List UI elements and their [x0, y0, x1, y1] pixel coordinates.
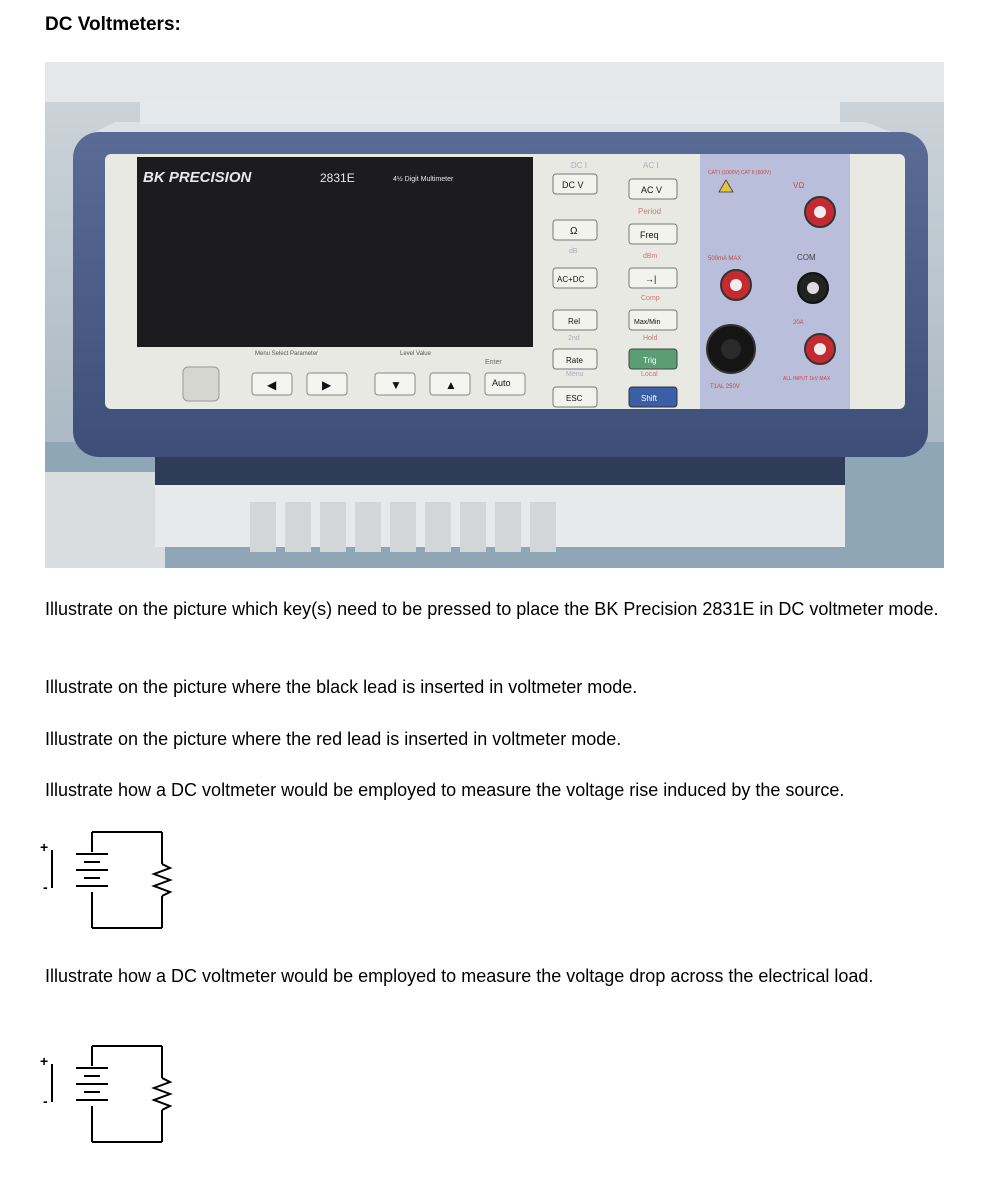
svg-text:DC V: DC V — [562, 180, 584, 190]
svg-text:▲: ▲ — [445, 378, 457, 392]
battery-minus-label: - — [43, 1093, 48, 1109]
svg-text:Auto: Auto — [492, 378, 511, 388]
brand-logo: BK PRECISION — [143, 169, 252, 186]
svg-text:T1AL 250V: T1AL 250V — [710, 384, 740, 390]
svg-text:Freq: Freq — [640, 230, 659, 240]
svg-text:500mA MAX: 500mA MAX — [708, 256, 742, 262]
svg-text:◀: ◀ — [267, 378, 277, 392]
svg-text:dBm: dBm — [643, 253, 658, 260]
svg-text:DC I: DC I — [571, 161, 587, 170]
model-description: 4½ Digit Multimeter — [393, 176, 454, 183]
svg-text:Trig: Trig — [643, 356, 657, 365]
svg-text:AC+DC: AC+DC — [557, 275, 585, 284]
battery-minus-label: - — [43, 879, 48, 895]
question-1: Illustrate on the picture which key(s) need to be pressed to place the BK Precision 2831E in DC voltmeter mode. — [45, 599, 939, 619]
svg-text:AC I: AC I — [643, 161, 659, 170]
resistor-load — [154, 864, 170, 896]
svg-text:Hold: Hold — [643, 335, 658, 342]
svg-text:CAT I (1000V) CAT II (600V): CAT I (1000V) CAT II (600V) — [708, 170, 771, 176]
model-number: 2831E — [320, 171, 355, 185]
page-heading: DC Voltmeters: — [45, 14, 181, 35]
battery-plus-label: + — [40, 1053, 49, 1069]
svg-text:COM: COM — [797, 253, 816, 262]
power-button — [183, 367, 219, 401]
question-4: Illustrate how a DC voltmeter would be employed to measure the voltage rise induced by the source. — [45, 780, 845, 800]
svg-text:20A: 20A — [793, 320, 804, 326]
svg-text:→|: →| — [645, 274, 657, 284]
nav-label-menu: Menu Select Parameter — [255, 351, 319, 357]
svg-text:dB: dB — [569, 248, 578, 255]
svg-text:AC V: AC V — [641, 185, 663, 195]
svg-text:ESC: ESC — [566, 394, 583, 403]
svg-text:ALL INPUT 1kV MAX: ALL INPUT 1kV MAX — [783, 376, 831, 382]
svg-text:Max/Min: Max/Min — [634, 319, 661, 326]
question-3: Illustrate on the picture where the red lead is inserted in voltmeter mode. — [45, 729, 622, 749]
svg-text:▶: ▶ — [322, 378, 332, 392]
svg-text:Shift: Shift — [641, 394, 658, 403]
nav-label-enter: Enter — [485, 359, 502, 366]
battery-plus-label: + — [40, 839, 49, 855]
circuit-diagram-source — [40, 828, 190, 938]
svg-text:Ω: Ω — [570, 226, 578, 237]
svg-text:Period: Period — [638, 207, 662, 216]
circuit-diagram-load — [40, 1042, 190, 1152]
multimeter-photo — [45, 62, 944, 568]
resistor-load — [154, 1078, 170, 1110]
svg-text:Menu: Menu — [566, 371, 584, 378]
svg-text:Local: Local — [641, 371, 658, 378]
nav-label-level: Level Value — [400, 351, 431, 357]
svg-text:Comp: Comp — [641, 295, 660, 302]
svg-text:2nd: 2nd — [568, 335, 580, 342]
svg-text:VΩ: VΩ — [793, 181, 805, 190]
question-2: Illustrate on the picture where the black lead is inserted in voltmeter mode. — [45, 677, 638, 697]
svg-text:Rate: Rate — [566, 356, 583, 365]
question-5: Illustrate how a DC voltmeter would be employed to measure the voltage drop across the electrical load. — [45, 966, 874, 986]
svg-text:Rel: Rel — [568, 317, 581, 326]
svg-text:▼: ▼ — [390, 378, 402, 392]
